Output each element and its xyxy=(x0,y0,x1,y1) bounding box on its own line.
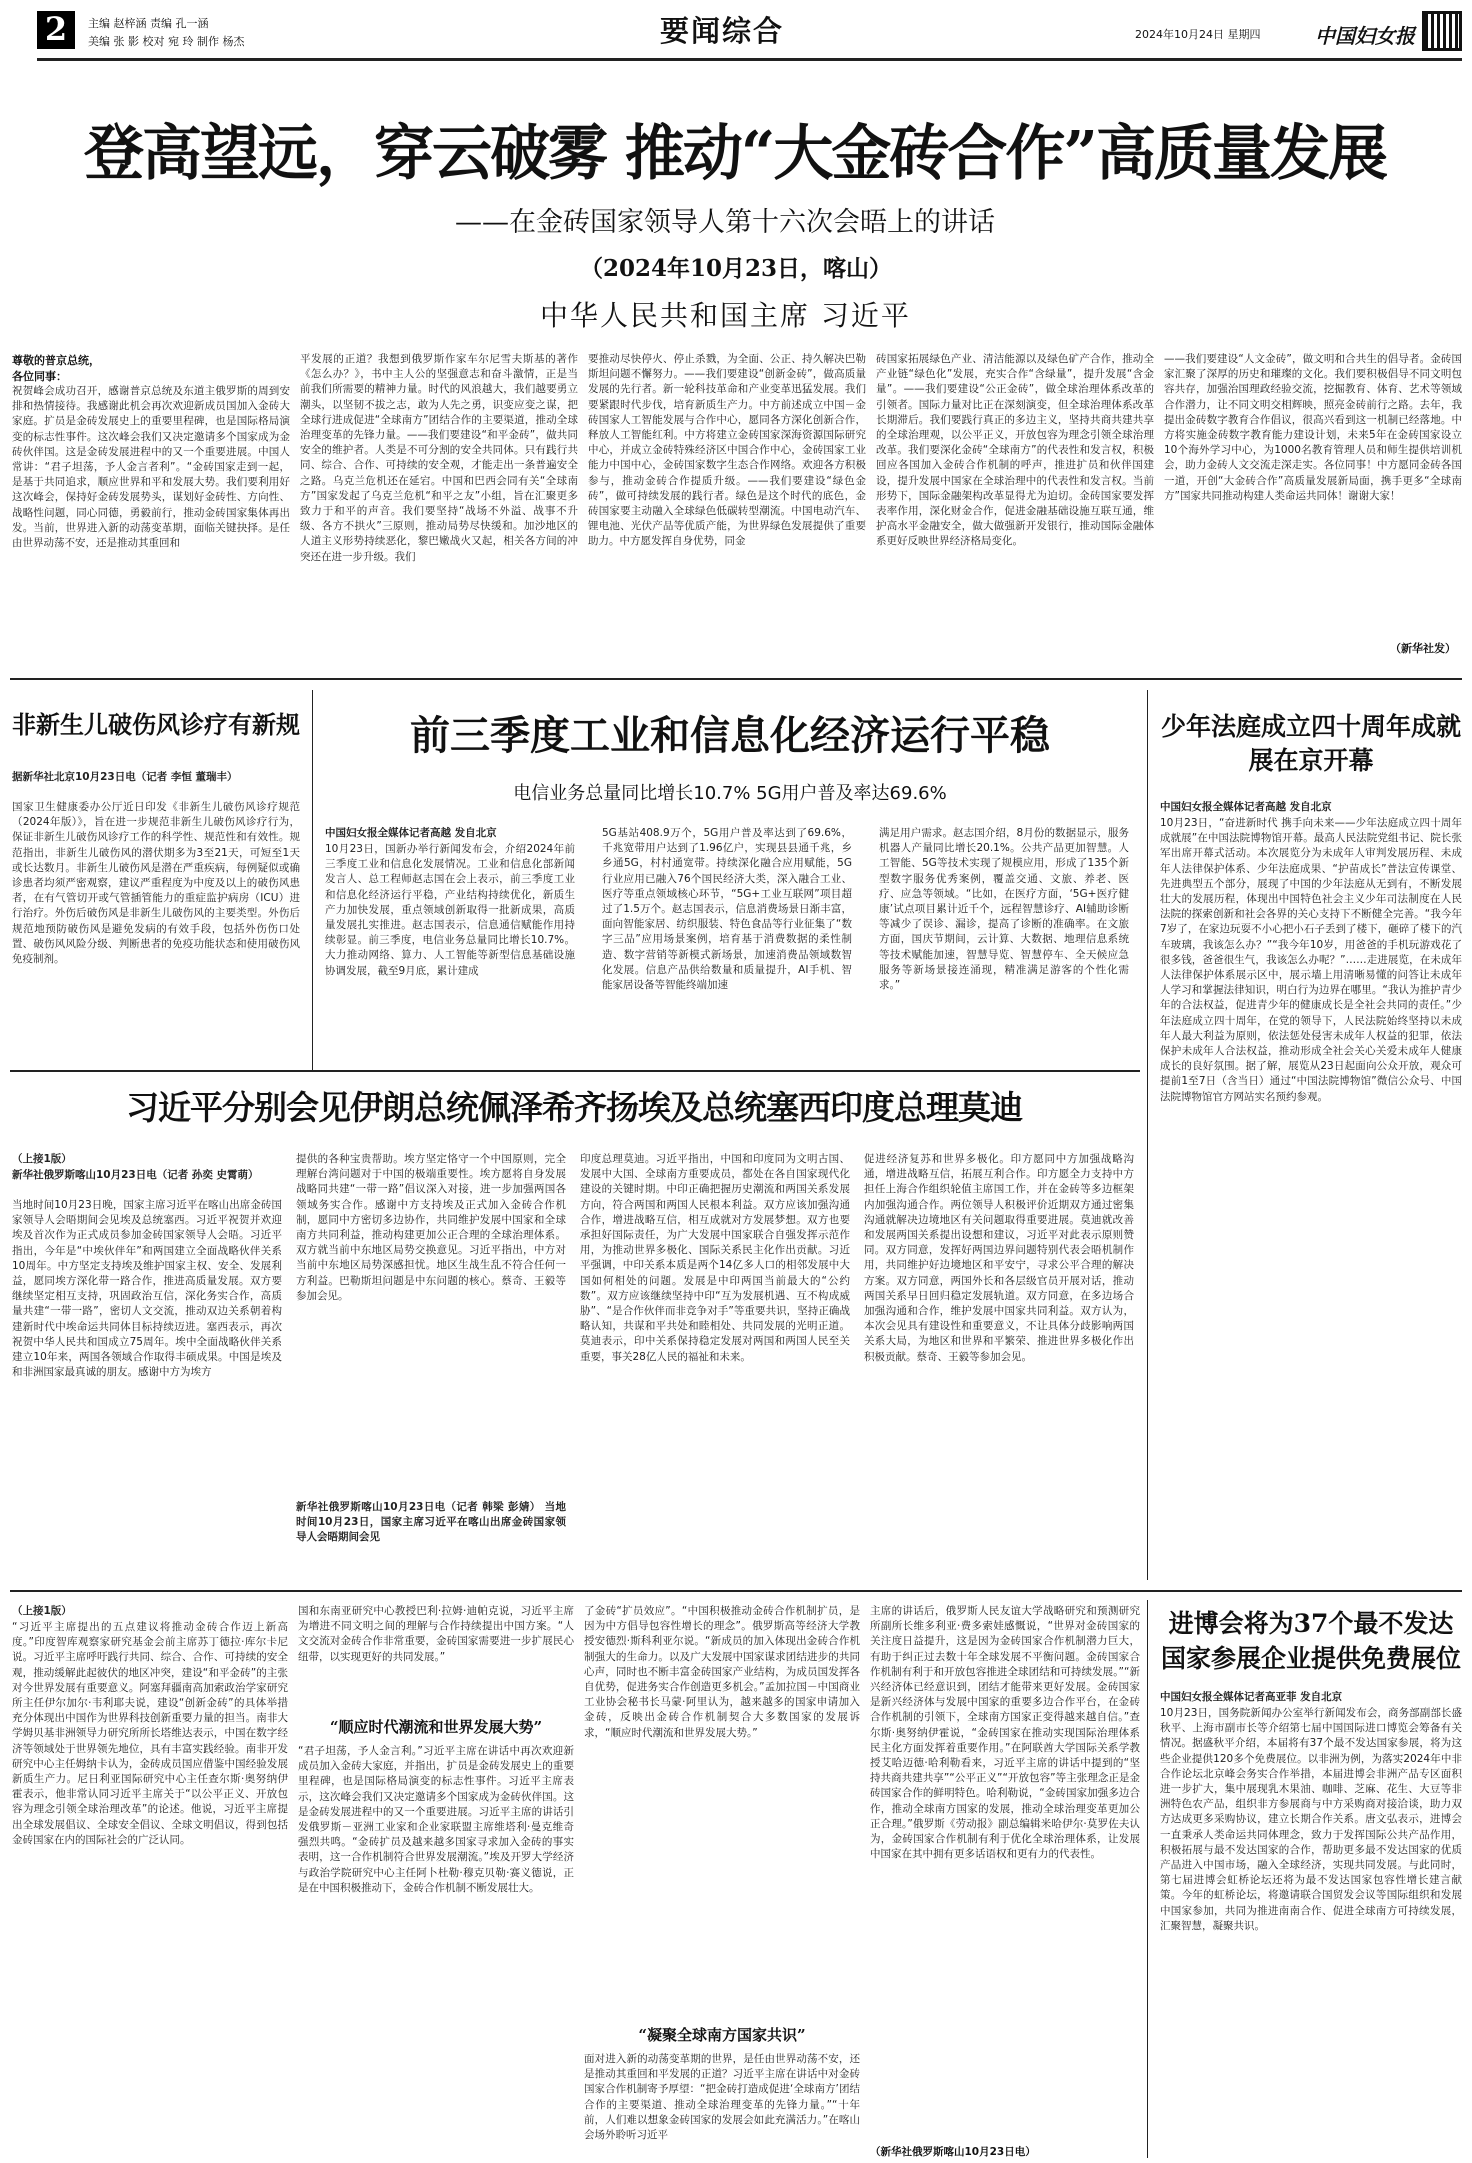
reactions-column-1: “习近平主席提出的五点建议将推动金砖合作迈上新高度。”印度智库观察家研究基金会前主席苏丁德拉·库尔卡尼说。习近平主席呼吁践行共同、综合、合作、可持续的安全观，推动缓解此起彼伏的地区冲突，建设“和平金砖”的主张对今世界发展有重要意义。阿塞拜疆南高加索政治学家研究所主任伊尔加尔·韦利耶夫说，建设“创新金砖”的具体举措充分体现出中国作为世界科技创新重要力量的担当。南非大学姆贝基非洲领导力研究所所长塔维达表示，中国在数字经济等领域处于世界领先地位，具有丰富实践经验。南非开发研究中心主任姆纳卡认为，金砖成员国应借鉴中国经验发展新质生产力。尼日利亚国际研究中心主任查尔斯·奥努纳伊霍表示，他非常认同习近平主席关于“以公平正义、开放包容为理念引领全球治理改革”的论述。他说，习近平主席提出全球发展倡议、全球安全倡议、全球文明倡议，得到包括金砖国家在内的国际社会的广泛认同。 xyxy=(12,1621,288,1846)
court-body: 10月23日，“奋进新时代 携手向未来——少年法庭成立四十周年成就展”在中国法院博物馆开幕。最高人民法院党组书记、院长张军出席开幕式活动。本次展览分为未成年人审判发展历程、未成年人法律保护体系、少年法庭成果、“护苗成长”普法宣传课堂、先进典型五个部分，展现了中国的少年法庭从无到有，不断发展壮大的发展历程，体现出中国特色社会主义少年司法制度在人民法院的探索创新和社会各界的关心支持下不断健全完善。“我今年7岁了，在家边玩耍不小心把小石子丢到了楼下，砸碎了楼下的汽车玻璃，我该怎么办？”“我今年10岁，用爸爸的手机玩游戏花了很多钱，爸爸很生气，我该怎么办呢？”……走进展览，在未成年人法律保护体系展示区中，展示墙上用清晰易懂的问答让未成年人学习和掌握法律知识，明白行为边界在哪里。“我认为推护青少年的合法权益，促进青少年的健康成长是全社会共同的责任。”少年法庭成立四十周年，在党的领导下，人民法院始终坚持以未成年人最大利益为原则，依法惩处侵害未成年人权益的犯罪，依法保护未成年人合法权益，推动形成全社会关心关爱未成年人健康成长的良好氛围。据了解，展览从23日起面向公众开放，观众可提前1至7日（含当日）通过“中国法院博物馆”微信公众号、中国法院博物馆官方网站实名预约参观。 xyxy=(1160,817,1462,1103)
col-divider-right xyxy=(1147,690,1148,1580)
staff-line-1: 主编 赵梓涵 责编 孔一涵 xyxy=(88,17,209,30)
court-headline: 少年法庭成立四十周年成就展在京开幕 xyxy=(1160,712,1461,775)
masthead xyxy=(0,0,1472,60)
qr-code-icon xyxy=(1422,11,1462,51)
reactions-column-3b: 面对进入新的动荡变革期的世界，是任由世界动荡不安，还是推动其重回和平发展的正道？习近平主席在讲话中对金砖国家合作机制寄予厚望：“把金砖打造成促进‘全球南方’团结合作的主要渠道、推动全球治理变革的先锋力量。”“十年前，人们难以想象金砖国家的发展会如此充满活力。”在喀山会场外聆听习近平 xyxy=(584,2053,860,2142)
industry-subhead: 电信业务总量同比增长10.7% 5G用户普及率达69.6% xyxy=(513,783,947,804)
header-rule xyxy=(37,58,1462,61)
meetings-column-2: 提供的各种宝贵帮助。埃方坚定恪守一个中国原则，完全理解台湾问题对于中国的极端重要性。埃方愿将自身发展战略同共建“一带一路”倡议深入对接，进一步加强两国各领域务实合作。感谢中方支持埃及正式加入金砖合作机制，愿同中方密切多边协作，共同维护发展中国家和全球南方共同利益，推动构建更加公正合理的全球治理体系。双方就当前中东地区局势交换意见。习近平指出，中方对当前中东地区局势深感担忧。地区生战生乱不符合任何一方利益。巴勒斯坦问题是中东问题的核心。蔡奇、王毅等参加会见。 xyxy=(296,1153,566,1302)
reactions-subhead-1: “顺应时代潮流和世界发展大势” xyxy=(329,1718,543,1736)
reactions-continued: （上接1版） xyxy=(12,1605,72,1617)
lead-column-3: 要推动尽快停火、停止杀戮，为全面、公正、持久解决巴勒斯坦问题不懈努力。——我们要建设“创新金砖”，做高质量发展的先行者。新一轮科技革命和产业变革迅猛发展。我们要紧跟时代步伐，培育新质生产力。中方前述成立中国－金砖国家人工智能发展与合作中心，愿同各方深化创新合作，释放人工智能红利。中方将建立金砖国家深海资源国际研究中心，并成立金砖特殊经济区中国合作中心，金砖国家工业能力中国中心，金砖国家数字生态合作网络。欢迎各方积极参与，推动金砖合作提质升级。——我们要建设“绿色金砖”，做可持续发展的践行者。绿色是这个时代的底色，金砖国家要主动融入全球绿色低碳转型潮流。中国电动汽车、锂电池、光伏产品等优质产能，为世界绿色发展提供了重要助力。中方愿发挥自身优势，同金 xyxy=(588,353,866,548)
reactions-column-4: 主席的讲话后，俄罗斯人民友谊大学战略研究和预测研究所副所长维多利亚·费多索娃感慨说，“世界对金砖国家的关注度日益提升，这是因为金砖国家合作机制潜力巨大，有助于纠正过去数十年全球发展不平衡问题。金砖国家合作机制有利于和开放包容推进全球团结和可持续发展。”“新兴经济体已经意识到，团结才能带来更好发展。金砖国家是新兴经济体与发展中国家的重要多边合作平台，在金砖合作机制的引领下，全球南方国家正变得越来越自信。”查尔斯·奥努纳伊霍说，“金砖国家在推动实现国际治理体系民主化方面发挥着重要作用。”在阿联酋大学国际关系学教授艾哈迈德·哈利勒看来，习近平主席的讲话中提到的“坚持共商共建共享”“公平正义”“开放包容”等主张理念正是金砖国家合作的鲜明特色。哈利勒说，“金砖国家加强多边合作，推动全球南方国家的发展，推动全球治理变革更加公正合理。”俄罗斯《劳动报》副总编辑米哈伊尔·莫罗佐夫认为，金砖国家合作机制有利于优化全球治理体系，让发展中国家在其中拥有更多话语权和更有力的代表性。 xyxy=(870,1605,1140,1861)
expo-body: 10月23日，国务院新闻办公室举行新闻发布会，商务部副部长盛秋平、上海市副市长等介绍第七届中国国际进口博览会筹备有关情况。据盛秋平介绍，本届将有37个最不发达国家参展，将为这些企业提供120多个免费展位。以非洲为例，为落实2024年中非合作论坛北京峰会务实合作举措，本届进博会非洲产品专区面积进一步扩大，集中展现乳木果油、咖啡、芝麻、花生、大豆等非洲特色农产品，组织非方参展商与中方采购商对接洽谈，助力双方达成更多采购协议，建立长期合作关系。唐文弘表示，进博会一直秉承人类命运共同体理念，致力于发挥国际公共产品作用，积极拓展与最不发达国家的合作，帮助更多最不发达国家的优质产品进入中国市场，融入全球经济，实现共同发展。与此同时，第七届进博会虹桥论坛还将为最不发达国家包容性增长建言献策。今年的虹桥论坛，将邀请联合国贸发会议等国际组织和发展中国家参加，共同为推进南南合作、促进全球南方可持续发展，汇聚智慧，凝聚共识。 xyxy=(1160,1707,1462,1932)
reactions-column-3a: 了金砖“扩员效应”。“中国积极推动金砖合作机制扩员，是因为中方倡导包容性增长的理念”。俄罗斯高等经济大学教授安德烈·斯科利亚尔说。“新成员的加入体现出金砖合作机制强大的生命力。以及广大发展中国家谋求团结进步的共同心声，同时也不断丰富金砖国家产业结构，为成员国发挥各自优势，促进务实合作创造更多机会。”孟加拉国－中国商业工业协会秘书长马蒙·阿里认为，越来越多的国家申请加入金砖，反映出金砖合作机制契合大多数国家的发展诉求，“顺应时代潮流和世界发展大势。” xyxy=(584,1605,860,1739)
tetanus-body: 国家卫生健康委办公厅近日印发《非新生儿破伤风诊疗规范（2024年版）》，旨在进一步规范非新生儿破伤风诊疗行为，保证非新生儿破伤风诊疗工作的科学性、规范性和有效性。规范指出，非新生儿破伤风的潜伏期多为3至21天，可短至1天或长达数月。非新生儿破伤风是潜在严重疾病，每例疑似或确诊患者均须严密观察，建议严重程度为中度及以上的破伤风患者，在有气管切开或气管插管能力的重症监护病房（ICU）进行治疗。外伤后破伤风是非新生儿破伤风的主要类型。外伤后规范地预防破伤风是避免发病的有效手段，包括外伤伤口处置、破伤风风险分级、判断患者的免疫功能状态和使用破伤风免疫制剂。 xyxy=(12,801,300,966)
meetings-continued: （上接1版） xyxy=(12,1153,72,1165)
expo-byline: 中国妇女报全媒体记者高亚菲 发自北京 xyxy=(1160,1691,1343,1703)
lead-salutation-2: 各位同事： xyxy=(12,370,67,383)
meetings-headline: 习近平分别会见伊朗总统佩泽希齐扬埃及总统塞西印度总理莫迪 xyxy=(126,1088,1022,1127)
section-title: 要闻综合 xyxy=(660,14,785,48)
lead-subtitle: ——在金砖国家领导人第十六次会晤上的讲话 xyxy=(455,207,995,238)
page-number: 2 xyxy=(44,10,68,48)
col-divider-left xyxy=(312,690,313,1070)
meetings-byline-2: 新华社俄罗斯喀山10月23日电（记者 韩梁 彭婧） 当地时间10月23日，国家主席习近平在喀山出席金砖国家领导人会晤期间会见 xyxy=(296,1501,566,1544)
industry-bottom-rule xyxy=(10,1070,1140,1072)
industry-column-2: 5G基站408.9万个，5G用户普及率达到了69.6%，千兆宽带用户达到了1.96亿户，实现县县通千兆，乡乡通5G，村村通宽带。持续深化融合应用赋能，5G行业应用已融入76个国民经济大类，深入融合工业、医疗等重点领域核心环节，“5G+工业互联网”项目超过了1.5万个。赵志国表示，信息消费场景日渐丰富，面向智能家居、纺织服装、特色食品等行业征集了“数字三品”应用场景案例，培育基于消费数据的柔性制造、数字营销等新模式新场景，加速消费品领域数智化发展。信息产品供给数量和质量提升，AI手机、智能家居设备等智能终端加速 xyxy=(602,827,852,992)
meetings-column-4: 促进经济复苏和世界多极化。印方愿同中方加强战略沟通，增进战略互信，拓展互利合作。印方愿全力支持中方担任上海合作组织轮值主席国工作，并在金砖等多边框架内加强沟通合作。两位领导人积极评价近期双方通过密集沟通就解决边境地区有关问题取得重要进展。莫迪就改善和发展两国关系提出设想和建议，习近平对此表示原则赞同。双方同意，发挥好两国边界问题特别代表会晤机制作用，共同维护好边境地区和平安宁，寻求公平合理的解决方案。双方同意，两国外长和各层级官员开展对话，推动两国关系早日回归稳定发展轨道。双方同意，在多边场合加强沟通和合作，维护发展中国家共同利益。双方认为，本次会见具有建设性和重要意义，不让具体分歧影响两国关系大局，为地区和世界和平繁荣、推进世界多极化作出积极贡献。蔡奇、王毅等参加会见。 xyxy=(864,1153,1134,1363)
industry-column-3: 满足用户需求。赵志国介绍，8月份的数据显示，服务机器人产量同比增长20.1%。公共产品更加智慧。人工智能、5G等技术实现了规模应用，形成了135个新型数字服务优秀案例，覆盖交通、文旅、养老、医疗、应急等领域。“比如，在医疗方面，‘5G+医疗健康’试点项目累计近千个，远程智慧诊疗、AI辅助诊断等减少了误诊、漏诊，提高了诊断的准确率。在文旅方面，国庆节期间，云计算、大数据、地理信息系统等技术赋能加速，智慧导览、智慧停车、全天候应急服务等新场景接连涌现，精准满足游客的个性化需求。” xyxy=(879,827,1129,992)
meetings-byline-1: 新华社俄罗斯喀山10月23日电（记者 孙奕 史霄萌） xyxy=(12,1169,259,1181)
reactions-column-2b: “君子坦荡，予人金言利。”习近平主席在讲话中再次欢迎新成员加入金砖大家庭，并指出，扩员是金砖发展史上的重要里程碑，也是国际格局演变的标志性事件。习近平主席表示，这次峰会我们又决定邀请多个国家成为金砖伙伴国。这是金砖发展进程中的又一个重要进展。习近平主席的讲话引发俄罗斯－亚洲工业家和企业家联盟主席维塔利·曼克维奇强烈共鸣。“金砖扩员及越来越多国家寻求加入金砖的事实表明，这一合作机制符合世界发展潮流。”埃及开罗大学经济与政治学院研究中心主任阿卜杜勒·穆克贝勒·赛义德说，正是在中国积极推动下，金砖合作机制不断发展壮大。 xyxy=(298,1745,574,1894)
paper-logo: 中国妇女报 xyxy=(1315,24,1415,48)
reactions-column-2a: 国和东南亚研究中心教授巴利·拉姆·迪帕克说，习近平主席为增进不同文明之间的理解与合作持续提出中国方案。“人文交流对金砖合作非常重要，金砖国家需要进一步扩展民心纽带，以实现更好的共同发展。” xyxy=(298,1605,574,1663)
industry-headline: 前三季度工业和信息化经济运行平稳 xyxy=(410,712,1050,759)
reactions-subhead-2: “凝聚全球南方国家共识” xyxy=(638,2026,806,2044)
meetings-column-1: 当地时间10月23日晚，国家主席习近平在喀山出席金砖国家领导人会晤期间会见埃及总统塞西。习近平祝贺并欢迎埃及首次作为正式成员参加金砖国家领导人会晤。习近平指出，今年是“中埃伙伴年”和两国建立全面战略伙伴关系10周年。中方坚定支持埃及维护国家主权、安全、发展利益，愿同埃方深化带一路合作，推进高质量发展。双方要继续坚定相互支持，巩固政治互信，深化务实合作，高质量共建“一带一路”，密切人文交流，推动双边关系朝着构建新时代中埃命运共同体目标持续迈进。塞西表示，再次祝贺中华人民共和国成立75周年。埃中全面战略伙伴关系建立10年来，两国各领域合作取得丰硕成果。中国是埃及和非洲国家最真诚的朋友。感谢中方为埃方 xyxy=(12,1199,282,1379)
issue-date: 2024年10月24日 星期四 xyxy=(1135,28,1261,41)
expo-headline: 进博会将为37个最不发达国家参展企业提供免费展位 xyxy=(1160,1609,1461,1673)
industry-byline: 中国妇女报全媒体记者高越 发自北京 xyxy=(325,827,497,839)
lead-column-1: 祝贺峰会成功召开，感谢普京总统及东道主俄罗斯的周到安排和热情接待。我感谢此机会再次欢迎新成员国加入金砖大家庭。扩员是金砖发展史上的重要里程碑，也是国际格局演变的标志性事件。这次峰会我们又决定邀请多个国家成为金砖伙伴国。这是金砖发展进程中的又一个重要进展。中国人常讲：“君子坦荡，予人金言者利”。“金砖国家走到一起，是基于共同追求，顺应世界和平和发展大势。我们要利用好这次峰会，保持好金砖发展势头，谋划好金砖性、方向性、战略性问题，同心同德，勇毅前行，推动金砖国家集体再出发。当前，世界进入新的动荡变革期，面临关键抉择。是任由世界动荡不安，还是推动其重回和 xyxy=(12,385,290,550)
lead-salutation: 尊敬的普京总统， xyxy=(12,354,100,367)
tetanus-byline: 据新华社北京10月23日电（记者 李恒 董瑞丰） xyxy=(12,771,238,783)
lead-byline: 中华人民共和国主席 习近平 xyxy=(540,299,911,332)
industry-column-1: 10月23日，国新办举行新闻发布会，介绍2024年前三季度工业和信息化发展情况。工业和信息化部新闻发言人、总工程师赵志国在会上表示，前三季度工业和信息化经济运行平稳，产业结构持续优化，新质生产力加快发展，重点领域创新取得一批新成果，高质量发展扎实推进。赵志国表示，信息通信赋能作用持续彰显。前三季度，电信业务总量同比增长10.7%。大力推动网络、算力、人工智能等新型信息基础设施协调发展，截至9月底，累计建成 xyxy=(325,843,575,977)
lead-dateline: （2024年10月23日，喀山） xyxy=(580,255,893,282)
meetings-bottom-rule xyxy=(10,1590,1462,1592)
staff-line-2: 美编 张 影 校对 宛 玲 制作 杨杰 xyxy=(88,35,245,48)
court-byline: 中国妇女报全媒体记者高越 发自北京 xyxy=(1160,801,1332,813)
lead-column-2: 平发展的正道？我想到俄罗斯作家车尔尼雪夫斯基的著作《怎么办？》，书中主人公的坚强意志和奋斗激情，正是当前我们所需要的精神力量。时代的风浪越大，我们越要勇立潮头，以坚韧不拔之志，敢为人先之勇，识变应变之谋，把全球行进成促进“全球南方”团结合作的主要渠道，推动全球治理变革的先锋力量。——我们要建设“和平金砖”，做共同安全的维护者。人类是不可分割的安全共同体。只有践行共同、综合、合作、可持续的安全观，才能走出一条普遍安全之路。乌克兰危机还在延宕。中国和巴西会同有关“全球南方”国家发起了乌克兰危机“和平之友”小组，旨在汇聚更多致力于和平的声音。我们要坚持“战场不外溢、战事不升级、各方不拱火”三原则，推动局势尽快缓和。加沙地区的人道主义形势持续恶化，黎巴嫩战火又起，相关各方间的冲突还在进一步升级。我们 xyxy=(300,353,578,563)
col-divider-bottom xyxy=(1147,1600,1148,2158)
lead-column-4: 砖国家拓展绿色产业、清洁能源以及绿色矿产合作，推动全产业链“绿色化”发展，充实合作“含绿量”，提升发展“含金量”。——我们要建设“公正金砖”，做全球治理体系改革的引领者。国际力量对比正在深刻演变，但全球治理体系改革长期滞后。我们要践行真正的多边主义，坚持共商共建共享的全球治理观，以公平正义，开放包容为理念引领全球治理改革。我们要深化金砖“全球南方”的代表性和发言权，积极回应各国加入金砖合作机制的呼声，推进扩员和伙伴国建设，提升发展中国家在全球治理中的代表性和发言权。当前形势下，国际金融架构改革显得尤为迫切。金砖国家要发挥表率作用，深化财金合作，促进金融基础设施互联互通，维护高水平金融安全，做大做强新开发银行，推动国际金融体系更好反映世界经济格局变化。 xyxy=(876,353,1154,548)
reactions-tail: （新华社俄罗斯喀山10月23日电） xyxy=(870,2146,1036,2158)
lead-source: （新华社发） xyxy=(1390,642,1456,655)
lead-headline: 登高望远，穿云破雾 推动“大金砖合作”高质量发展 xyxy=(84,119,1386,189)
lead-bottom-rule xyxy=(10,678,1462,680)
meetings-column-3: 印度总理莫迪。习近平指出，中国和印度同为文明古国、发展中大国、全球南方重要成员，都处在各自国家现代化建设的关键时期。中印正确把握历史潮流和两国关系发展方向，符合两国和两国人民根本利益。双方应该加强沟通合作，增进战略互信，相互成就对方发展梦想。双方也要承担好国际责任，为广大发展中国家联合自强发挥示范作用，为推动世界多极化、国际关系民主化作出贡献。习近平强调，中印关系本质是两个14亿多人口的相邻发展中大国如何相处的问题。发展是中印两国当前最大的“公约数”。双方应该继续坚持中印“互为发展机遇、互不构成威胁”、“是合作伙伴而非竞争对手”等重要共识，坚持正确战略认知，共谋和平共处和睦相处、共同发展的光明正道。莫迪表示，印中关系保持稳定发展对两国和两国人民至关重要，事关28亿人民的福祉和未来。 xyxy=(580,1153,850,1363)
tetanus-headline: 非新生儿破伤风诊疗有新规 xyxy=(12,710,300,739)
lead-column-5: ——我们要建设“人文金砖”，做文明和合共生的倡导者。金砖国家汇聚了深厚的历史和璀璨的文化。我们要积极倡导不同文明包容共存，加强治国理政经验交流，挖掘教育、体育、艺术等领域合作潜力，让不同文明交相辉映，照亮金砖前行之路。去年，我提出金砖数字教育合作倡议，很高兴看到这一机制已经落地。中方将实施金砖数字教育能力建设计划，未来5年在金砖国家设立10个海外学习中心，为1000名教育管理人员和师生提供培训机会，助力金砖人文交流走深走实。各位同事！中方愿同金砖各国一道，开创“大金砖合作”高质量发展新局面，携手更多“全球南方”国家共同推动构建人类命运共同体！谢谢大家！ xyxy=(1164,353,1462,502)
